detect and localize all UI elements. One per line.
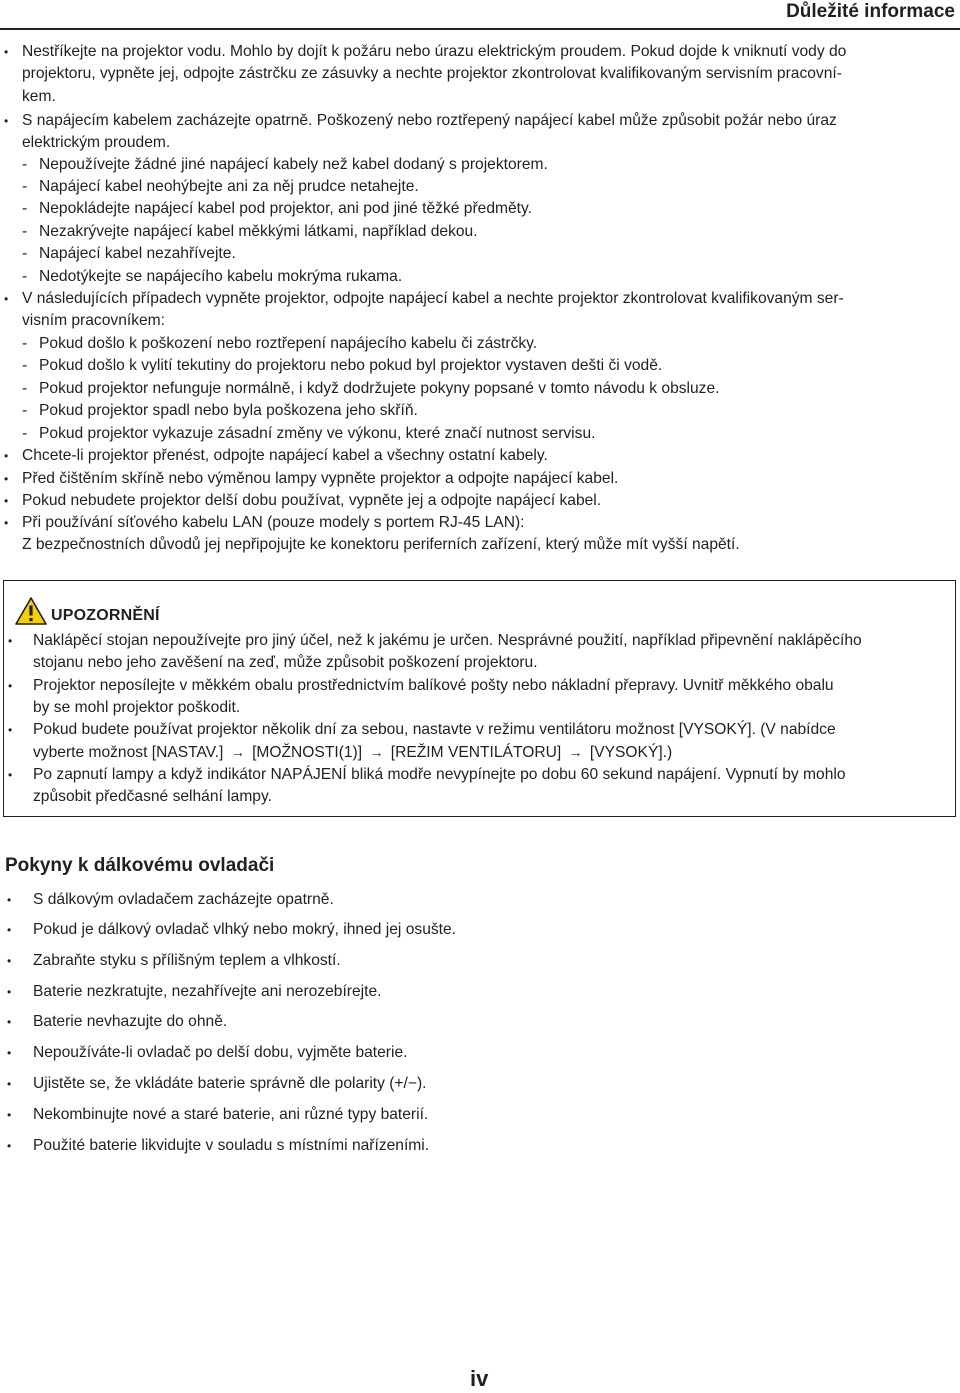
list-item — [7, 889, 334, 911]
text-line: Pokud nebudete projektor delší dobu používat, vypněte jej a odpojte napájecí kabel. — [22, 492, 602, 509]
sub-item: - Nepoužívejte žádné jiné napájecí kabely než kabel dodaný s projektorem. — [22, 156, 548, 173]
arrow-right-icon: → — [568, 744, 583, 761]
sub-item-text: Pokud projektor spadl nebo byla poškozena jeho skříň. — [39, 402, 418, 419]
sub-item-text: Pokud došlo k vylití tekutiny do projektoru nebo pokud byl projektor vystaven dešti či vodě. — [39, 357, 663, 374]
bullet-dot: • — [7, 893, 12, 907]
list-item-text: S dálkovým ovladačem zacházejte opatrně. — [33, 891, 334, 908]
bullet-dot: • — [8, 723, 13, 737]
caution-bullet-lamp — [8, 764, 846, 809]
bullet-dot: • — [8, 768, 13, 782]
sub-item-text: Pokud došlo k poškození nebo roztřepení napájecího kabelu či zástrčky. — [39, 335, 538, 352]
text-line: Po zapnutí lampy a když indikátor NAPÁJENÍ bliká modře nevypínejte po dobu 60 sekund napájení. Vypnutí by mohlo — [33, 766, 846, 783]
sub-item-text: Pokud projektor nefunguje normálně, i když dodržujete pokyny popsané v tomto návodu k obsluze. — [39, 380, 720, 397]
sub-item-text: Pokud projektor vykazuje zásadní změny ve výkonu, které značí nutnost servisu. — [39, 425, 596, 442]
bullet-dot: • — [4, 472, 9, 486]
arrow-right-icon: → — [369, 744, 384, 761]
menu-path-step: [REŽIM VENTILÁTORU] — [390, 744, 562, 762]
safety-bullet-clean — [4, 468, 619, 490]
bullet-dot: • — [7, 1046, 12, 1060]
list-item-text: Baterie nevhazujte do ohně. — [33, 1013, 228, 1030]
list-item-text: Nepoužíváte-li ovladač po delší dobu, vyjměte baterie. — [33, 1044, 408, 1061]
list-item-text: Baterie nezkratujte, nezahřívejte ani nerozebírejte. — [33, 983, 382, 1000]
header-rule — [0, 28, 960, 30]
sub-item: - Pokud došlo k poškození nebo roztřepení napájecího kabelu či zástrčky. — [22, 335, 538, 352]
sub-item-text: Nezakrývejte napájecí kabel měkkými látkami, například dekou. — [39, 223, 478, 240]
sub-item: - Pokud došlo k vylití tekutiny do projektoru nebo pokud byl projektor vystaven dešti či vodě. — [22, 357, 663, 374]
menu-path-step: [MOŽNOSTI(1)] — [252, 744, 363, 762]
caution-bullet-shipping — [8, 675, 834, 720]
bullet-dot: • — [7, 1108, 12, 1122]
bullet-dot: • — [7, 1077, 12, 1091]
sub-item: - Pokud projektor spadl nebo byla poškozena jeho skříň. — [22, 402, 418, 419]
list-item — [7, 1104, 429, 1126]
list-item-text: Ujistěte se, že vkládáte baterie správně dle polarity (+/−). — [33, 1075, 427, 1092]
bullet-dot: • — [4, 114, 9, 128]
text-line: Projektor neposílejte v měkkém obalu prostřednictvím balíkové pošty nebo nákladní přepravy. Uvnitř měkkého obalu — [33, 677, 834, 694]
caution-bullet-fan-mode — [8, 719, 836, 765]
sub-item: - Pokud projektor vykazuje zásadní změny ve výkonu, které značí nutnost servisu. — [22, 425, 596, 442]
list-item — [7, 1135, 430, 1157]
bullet-dot: • — [7, 1139, 12, 1153]
list-item-text: Nekombinujte nové a staré baterie, ani různé typy baterií. — [33, 1106, 429, 1123]
sub-item-text: Nepoužívejte žádné jiné napájecí kabely než kabel dodaný s projektorem. — [39, 156, 548, 173]
text-line: stojanu nebo jeho zavěšení na zeď, může způsobit poškození projektoru. — [33, 654, 538, 672]
safety-bullet-move — [4, 445, 548, 467]
sub-item-text: Napájecí kabel neohýbejte ani za něj prudce netahejte. — [39, 178, 419, 195]
arrow-right-icon: → — [230, 744, 245, 761]
sub-item-text: Nedotýkejte se napájecího kabelu mokrýma rukama. — [39, 268, 403, 285]
list-item — [7, 919, 456, 941]
list-item-text: Pokud je dálkový ovladač vlhký nebo mokrý, ihned jej osušte. — [33, 921, 456, 938]
sub-item-text: Nepokládejte napájecí kabel pod projektor, ani pod jiné těžké předměty. — [39, 200, 532, 217]
menu-path-step: [VYSOKÝ].) — [589, 744, 673, 762]
caution-bullet-stand — [8, 630, 862, 675]
sub-item: - Nezakrývejte napájecí kabel měkkými látkami, například dekou. — [22, 223, 478, 240]
list-item — [7, 1042, 408, 1064]
sub-item: - Nedotýkejte se napájecího kabelu mokrýma rukama. — [22, 268, 403, 285]
list-item — [7, 1011, 228, 1033]
text-line: by se mohl projektor poškodit. — [33, 699, 241, 717]
text-line: Pokud budete používat projektor několik dní za sebou, nastavte v režimu ventilátoru možnost [VYSOKÝ]. (V nabídce — [33, 721, 836, 738]
sub-item: - Nepokládejte napájecí kabel pod projektor, ani pod jiné těžké předměty. — [22, 200, 532, 217]
page-number: iv — [470, 1366, 489, 1391]
safety-bullet-lan — [4, 512, 740, 557]
text-line: projektoru, vypněte jej, odpojte zástrčku ze zásuvky a nechte projektor zkontrolovat kvalifikovaným servisním pracovní- — [22, 65, 842, 83]
text-line: visním pracovníkem: — [22, 312, 165, 330]
list-item — [7, 981, 382, 1003]
text-line: S napájecím kabelem zacházejte opatrně. Poškozený nebo roztřepený napájecí kabel může způsobit požár nebo úraz — [22, 112, 837, 129]
bullet-dot: • — [4, 494, 9, 508]
bullet-dot: • — [7, 954, 12, 968]
menu-path-step: vyberte možnost [NASTAV.] — [33, 744, 224, 762]
safety-bullet-power-cable — [4, 110, 837, 155]
sub-item: - Napájecí kabel nezahřívejte. — [22, 245, 236, 262]
page-header-title: Důležité informace — [786, 1, 955, 22]
bullet-dot: • — [7, 1015, 12, 1029]
list-item-text: Použité baterie likvidujte v souladu s místními nařízeními. — [33, 1137, 430, 1154]
text-line: způsobit předčasné selhání lampy. — [33, 788, 272, 806]
safety-bullet-water — [4, 41, 847, 108]
text-line: Z bezpečnostních důvodů jej nepřipojujte ke konektoru periferních zařízení, který může mít vyšší napětí. — [22, 536, 740, 554]
bullet-dot: • — [4, 292, 9, 306]
bullet-dot: • — [4, 45, 9, 59]
bullet-dot: • — [7, 923, 12, 937]
sub-item: - Pokud projektor nefunguje normálně, i když dodržujete pokyny popsané v tomto návodu k obsluze. — [22, 380, 720, 397]
text-line: Naklápěcí stojan nepoužívejte pro jiný účel, než k jakému je určen. Nesprávné použití, například připevnění naklápěcího — [33, 632, 862, 649]
text-line: Chcete-li projektor přenést, odpojte napájecí kabel a všechny ostatní kabely. — [22, 447, 548, 464]
text-line: elektrickým proudem. — [22, 134, 171, 152]
bullet-dot: • — [8, 679, 13, 693]
caution-title: UPOZORNĚNÍ — [51, 607, 160, 624]
safety-bullet-service — [4, 288, 844, 333]
text-line: Před čištěním skříně nebo výměnou lampy vypněte projektor a odpojte napájecí kabel. — [22, 470, 619, 487]
list-item — [7, 950, 341, 972]
bullet-dot: • — [4, 449, 9, 463]
list-item-text: Zabraňte styku s přílišným teplem a vlhkostí. — [33, 952, 341, 969]
sub-item: - Napájecí kabel neohýbejte ani za něj prudce netahejte. — [22, 178, 419, 195]
bullet-dot: • — [8, 634, 13, 648]
safety-bullet-unused — [4, 490, 602, 512]
warning-icon — [15, 597, 47, 625]
sub-item-text: Napájecí kabel nezahřívejte. — [39, 245, 236, 262]
bullet-dot: • — [4, 516, 9, 530]
text-line: V následujících případech vypněte projektor, odpojte napájecí kabel a nechte projektor zkontrolovat kvalifikovaným ser- — [22, 290, 844, 307]
section-title-remote: Pokyny k dálkovému ovladači — [5, 855, 275, 876]
text-line: Nestříkejte na projektor vodu. Mohlo by dojít k požáru nebo úrazu elektrickým proudem. Pokud dojde k vniknutí vody do — [22, 43, 847, 60]
text-line: kem. — [22, 87, 56, 105]
list-item — [7, 1073, 427, 1095]
bullet-dot: • — [7, 985, 12, 999]
text-line: Při používání síťového kabelu LAN (pouze modely s portem RJ-45 LAN): — [22, 514, 525, 531]
